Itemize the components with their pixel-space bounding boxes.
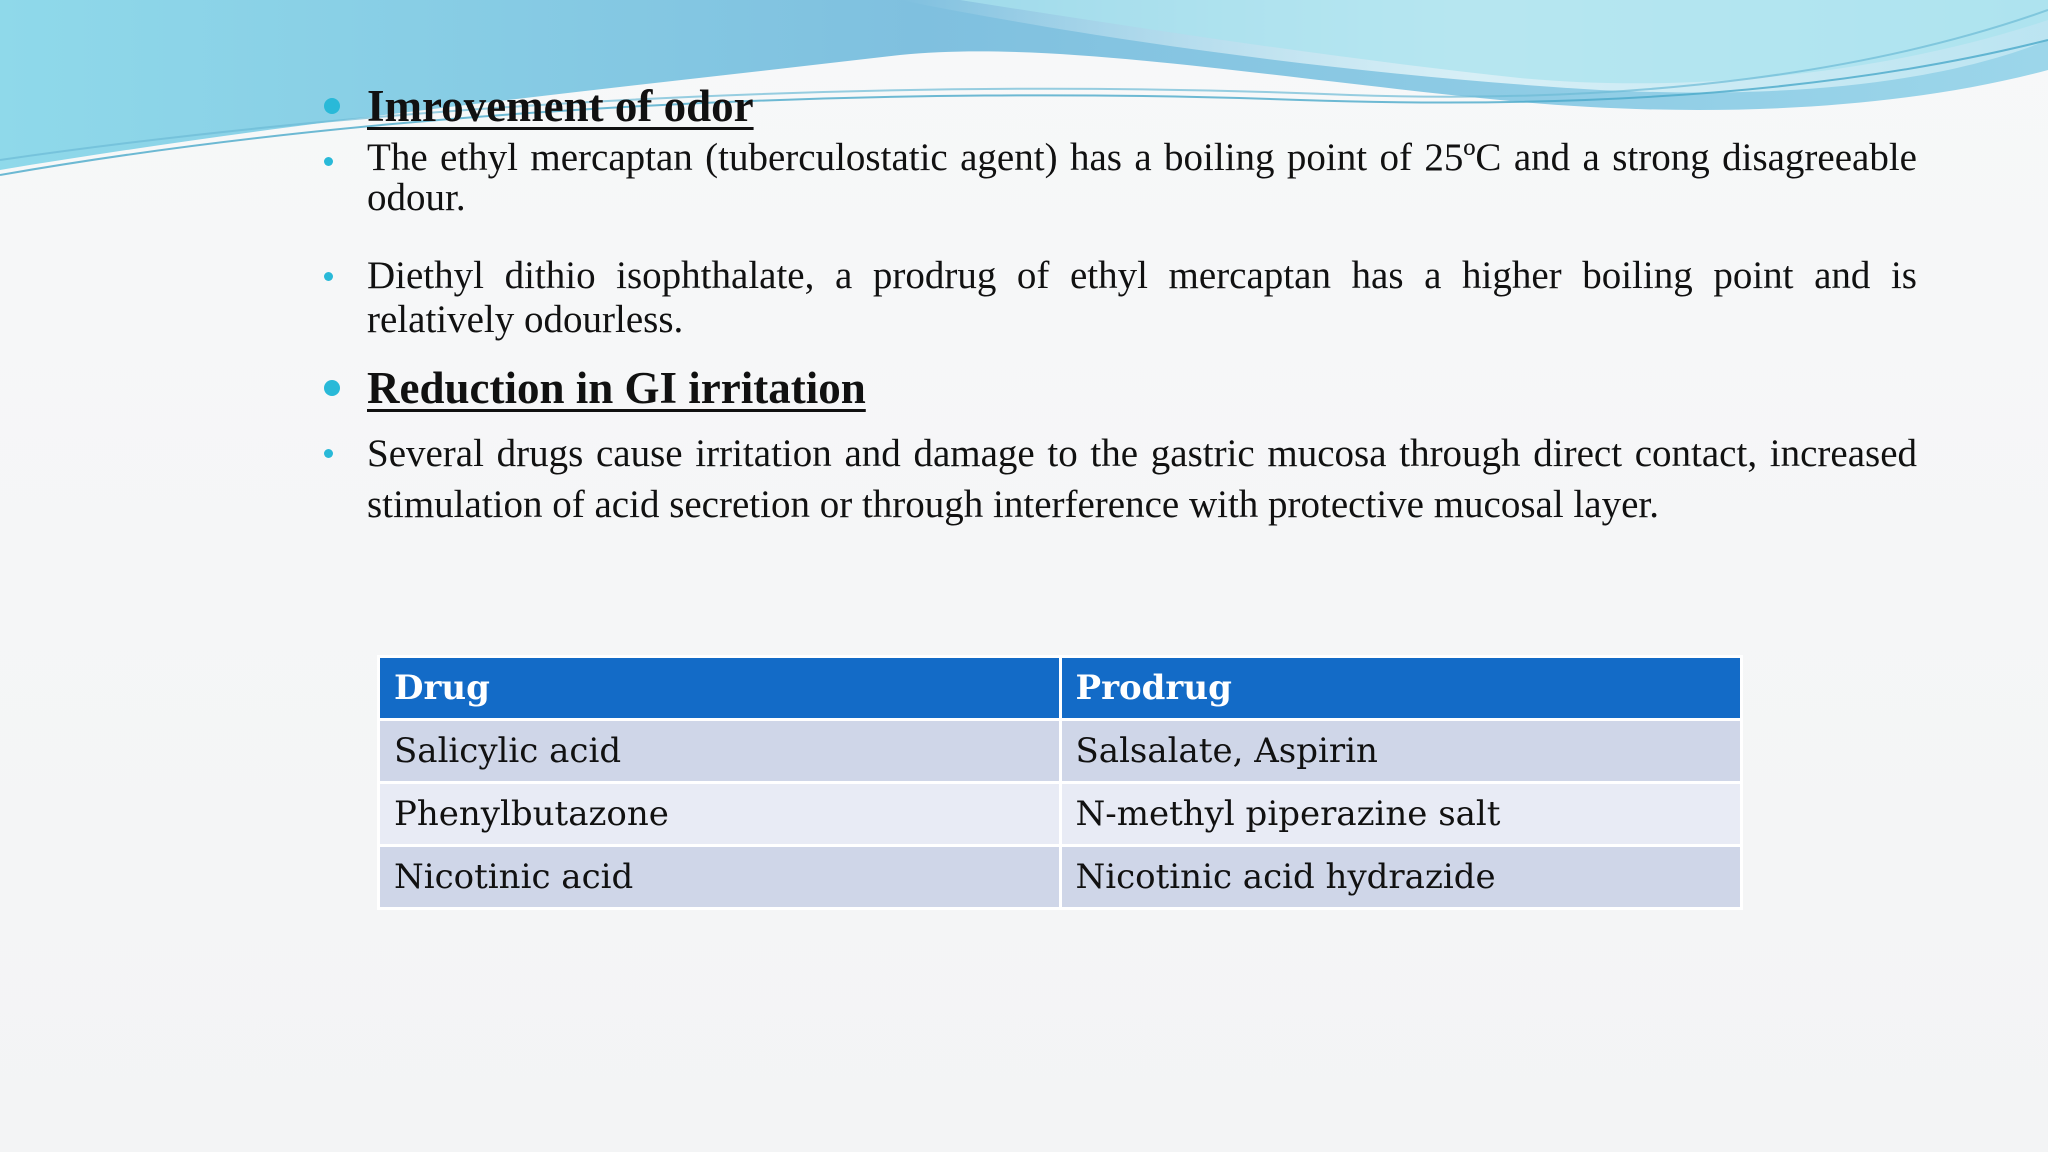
table-cell-prodrug: Salsalate, Aspirin	[1060, 720, 1742, 783]
table-row	[379, 846, 1742, 909]
table-header-row	[379, 657, 1742, 720]
section-heading-gi-irritation: Reduction in GI irritation	[367, 363, 866, 413]
table-cell-drug: Nicotinic acid	[379, 846, 1061, 909]
bullet-text-ethyl-mercaptan: The ethyl mercaptan (tuberculostatic agent) has a boiling point of 25ºC and a strong disagreeable odour.	[367, 136, 1917, 219]
bullet-icon	[324, 157, 333, 166]
heading-bullet-icon	[324, 98, 340, 114]
table-row	[379, 720, 1742, 783]
column-header-drug: Drug	[379, 657, 1061, 720]
bullet-text-several-drugs: Several drugs cause irritation and damage to the gastric mucosa through direct contact, increased stimulation of acid secretion or through interference with protective mucosal layer.	[367, 432, 1917, 526]
table-cell-drug: Phenylbutazone	[379, 783, 1061, 846]
table-cell-drug: Salicylic acid	[379, 720, 1061, 783]
bullet-icon	[324, 272, 333, 281]
drug-prodrug-table	[377, 655, 1743, 910]
table-cell-prodrug: N-methyl piperazine salt	[1060, 783, 1742, 846]
bullet-icon	[324, 449, 333, 458]
column-header-prodrug: Prodrug	[1060, 657, 1742, 720]
bullet-text-diethyl-dithio: Diethyl dithio isophthalate, a prodrug of ethyl mercaptan has a higher boiling point and is relatively odourless.	[367, 254, 1917, 341]
section-heading-odor: Imrovement of odor	[367, 81, 754, 131]
table-row	[379, 783, 1742, 846]
table-cell-prodrug: Nicotinic acid hydrazide	[1060, 846, 1742, 909]
heading-bullet-icon	[324, 380, 340, 396]
